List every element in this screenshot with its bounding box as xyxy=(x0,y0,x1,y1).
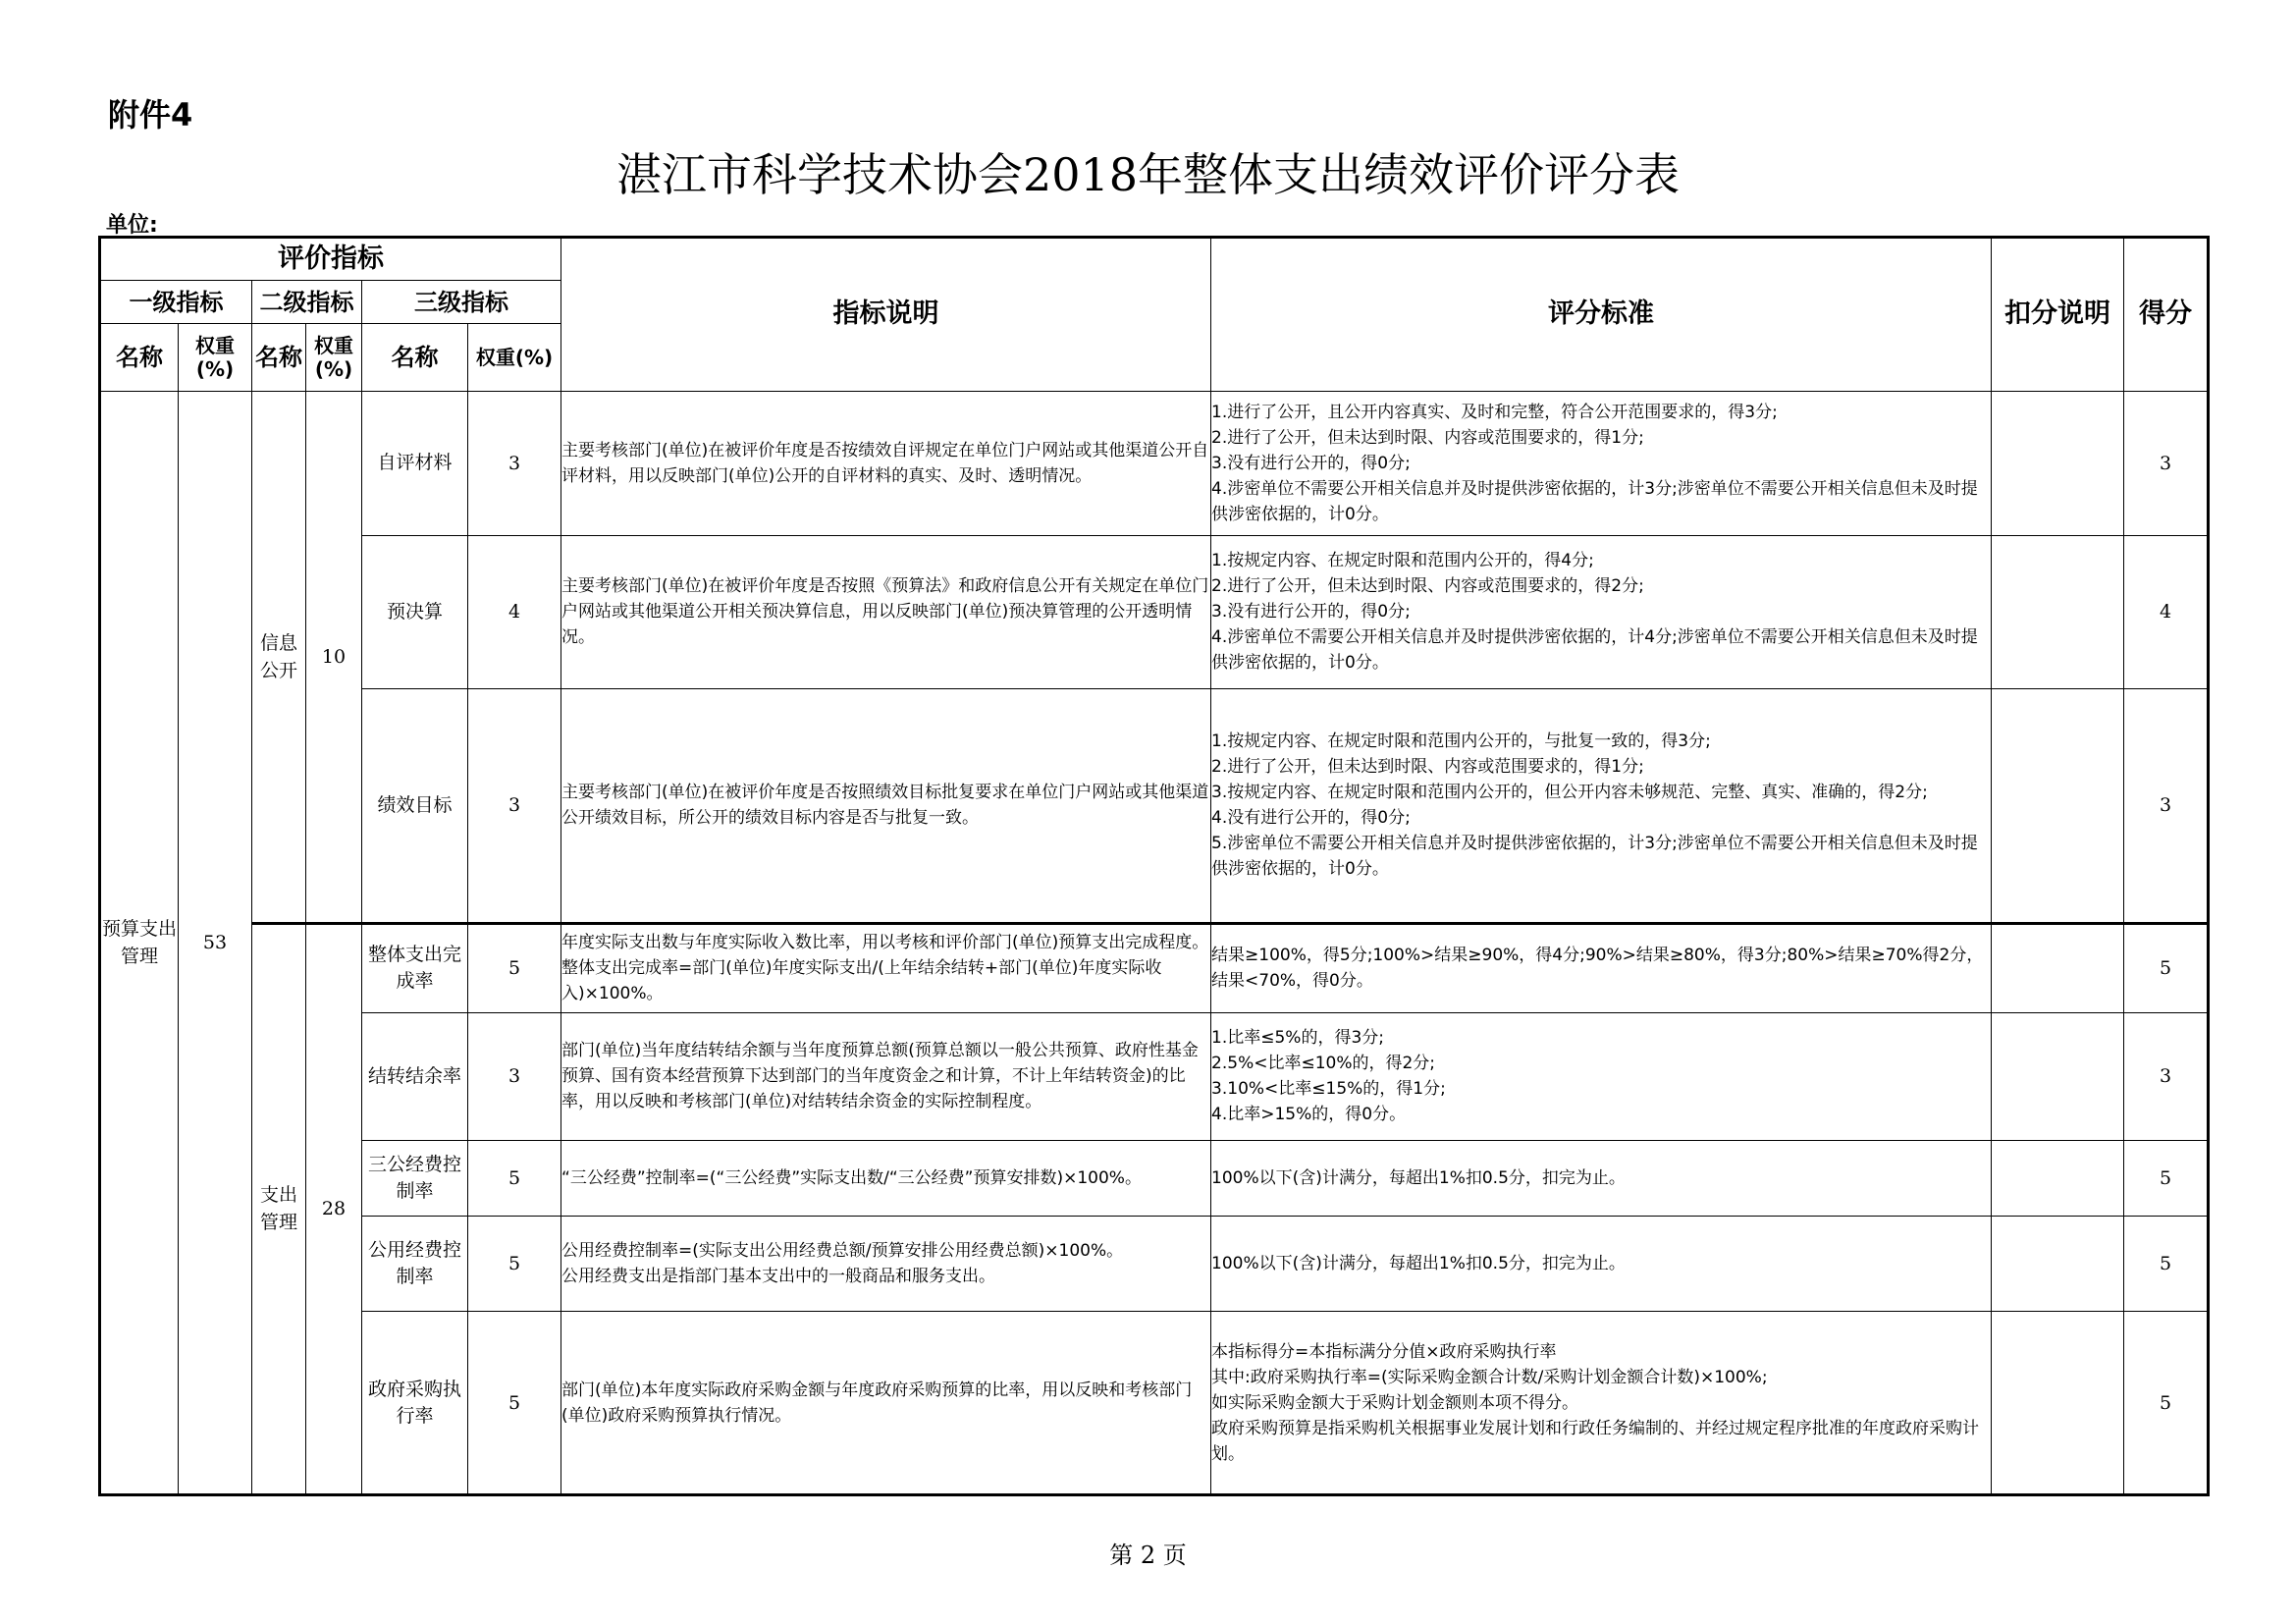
indicator-description: 主要考核部门(单位)在被评价年度是否按绩效自评规定在单位门户网站或其他渠道公开自评材料，用以反映部门(单位)公开的自评材料的真实、及时、透明情况。 xyxy=(561,391,1211,536)
level3-name: 预决算 xyxy=(362,536,468,689)
deduction-note xyxy=(1992,923,2124,1012)
level3-name: 政府采购执行率 xyxy=(362,1312,468,1495)
level3-weight: 5 xyxy=(468,923,561,1012)
level2-name: 支出管理 xyxy=(252,923,306,1494)
level2-name-header: 名称 xyxy=(252,324,306,391)
level3-weight: 3 xyxy=(468,391,561,536)
scoring-criteria: 1.比率≤5%的，得3分; 2.5%<比率≤10%的，得2分; 3.10%<比率≤15%的，得1分; 4.比率>15%的，得0分。 xyxy=(1211,1013,1992,1141)
level3-name: 自评材料 xyxy=(362,391,468,536)
level3-weight: 4 xyxy=(468,536,561,689)
scoring-criteria: 1.按规定内容、在规定时限和范围内公开的，与批复一致的，得3分; 2.进行了公开，但未达到时限、内容或范围要求的，得1分; 3.按规定内容、在规定时限和范围内公开的，但公开内容未够规范、完整、真实、准确的，得2分; 4.没有进行公开的，得0分; 5.涉密单位不需要公开相关信息并及时提供涉密依据的，计3分;涉密单位不需要公开相关信息但未及时提供涉密依据的，计0分。 xyxy=(1211,688,1992,923)
scoring-criteria: 100%以下(含)计满分，每超出1%扣0.5分，扣完为止。 xyxy=(1211,1216,1992,1311)
deduction-note xyxy=(1992,688,2124,923)
table-row xyxy=(100,1013,2209,1141)
level2-name: 信息公开 xyxy=(252,391,306,923)
level1-name-header: 名称 xyxy=(100,324,179,391)
score-value: 5 xyxy=(2124,1140,2209,1216)
deduction-note xyxy=(1992,1312,2124,1495)
unit-label: 单位: xyxy=(106,213,158,238)
level1-name: 预算支出管理 xyxy=(100,391,179,1494)
score-header: 得分 xyxy=(2124,238,2209,392)
level3-name: 整体支出完成率 xyxy=(362,923,468,1012)
deduction-note xyxy=(1992,391,2124,536)
level1-header: 一级指标 xyxy=(100,281,252,324)
level3-weight: 5 xyxy=(468,1216,561,1311)
eval-index-header: 评价指标 xyxy=(100,238,561,281)
scoring-criteria: 1.进行了公开，且公开内容真实、及时和完整，符合公开范围要求的，得3分; 2.进行了公开，但未达到时限、内容或范围要求的，得1分; 3.没有进行公开的，得0分; 4.涉密单位不需要公开相关信息并及时提供涉密依据的，计3分;涉密单位不需要公开相关信息但未及时提供涉密依据的，计0分。 xyxy=(1211,391,1992,536)
level2-weight: 10 xyxy=(306,391,362,923)
page-number: 第 2 页 xyxy=(1109,1542,1187,1569)
score-value: 3 xyxy=(2124,688,2209,923)
score-value: 4 xyxy=(2124,536,2209,689)
indicator-description: 公用经费控制率=(实际支出公用经费总额/预算安排公用经费总额)×100%。 公用经费支出是指部门基本支出中的一般商品和服务支出。 xyxy=(561,1216,1211,1311)
level3-name: 公用经费控制率 xyxy=(362,1216,468,1311)
level3-weight: 3 xyxy=(468,688,561,923)
criteria-header: 评分标准 xyxy=(1211,238,1992,392)
deduction-header: 扣分说明 xyxy=(1992,238,2124,392)
table-row xyxy=(100,923,2209,1012)
level3-weight: 5 xyxy=(468,1140,561,1216)
level2-weight: 28 xyxy=(306,923,362,1494)
evaluation-table xyxy=(98,236,2210,1496)
table-row xyxy=(100,688,2209,923)
deduction-note xyxy=(1992,1013,2124,1141)
description-header: 指标说明 xyxy=(561,238,1211,392)
level3-weight: 5 xyxy=(468,1312,561,1495)
scoring-criteria: 结果≥100%，得5分;100%>结果≥90%，得4分;90%>结果≥80%，得3分;80%>结果≥70%得2分，结果<70%，得0分。 xyxy=(1211,923,1992,1012)
header-row-1 xyxy=(100,238,2209,281)
indicator-description: “三公经费”控制率=(“三公经费”实际支出数/“三公经费”预算安排数)×100%。 xyxy=(561,1140,1211,1216)
table-row xyxy=(100,1312,2209,1495)
score-value: 3 xyxy=(2124,391,2209,536)
deduction-note xyxy=(1992,536,2124,689)
score-value: 5 xyxy=(2124,923,2209,1012)
score-value: 5 xyxy=(2124,1312,2209,1495)
indicator-description: 主要考核部门(单位)在被评价年度是否按照《预算法》和政府信息公开有关规定在单位门户网站或其他渠道公开相关预决算信息，用以反映部门(单位)预决算管理的公开透明情况。 xyxy=(561,536,1211,689)
deduction-note xyxy=(1992,1140,2124,1216)
level3-name: 绩效目标 xyxy=(362,688,468,923)
scoring-criteria: 本指标得分=本指标满分分值×政府采购执行率 其中:政府采购执行率=(实际采购金额合计数/采购计划金额合计数)×100%; 如实际采购金额大于采购计划金额则本项不得分。 政府采购预算是指采购机关根据事业发展计划和行政任务编制的、并经过规定程序批准的年度政府采购计划。 xyxy=(1211,1312,1992,1495)
scoring-criteria: 100%以下(含)计满分，每超出1%扣0.5分，扣完为止。 xyxy=(1211,1140,1992,1216)
scoring-criteria: 1.按规定内容、在规定时限和范围内公开的，得4分; 2.进行了公开，但未达到时限、内容或范围要求的，得2分; 3.没有进行公开的，得0分; 4.涉密单位不需要公开相关信息并及时提供涉密依据的，计4分;涉密单位不需要公开相关信息但未及时提供涉密依据的，计0分。 xyxy=(1211,536,1992,689)
indicator-description: 部门(单位)当年度结转结余额与当年度预算总额(预算总额以一般公共预算、政府性基金预算、国有资本经营预算下达到部门的当年度资金之和计算，不计上年结转资金)的比率，用以反映和考核部门(单位)对结转结余资金的实际控制程度。 xyxy=(561,1013,1211,1141)
level3-weight: 3 xyxy=(468,1013,561,1141)
table-row xyxy=(100,1140,2209,1216)
level1-weight-header: 权重(%) xyxy=(179,324,252,391)
level3-weight-header: 权重(%) xyxy=(468,324,561,391)
level3-name: 结转结余率 xyxy=(362,1013,468,1141)
indicator-description: 年度实际支出数与年度实际收入数比率，用以考核和评价部门(单位)预算支出完成程度。整体支出完成率=部门(单位)年度实际支出/(上年结余结转+部门(单位)年度实际收入)×100%。 xyxy=(561,923,1211,1012)
score-value: 3 xyxy=(2124,1013,2209,1141)
deduction-note xyxy=(1992,1216,2124,1311)
table-row xyxy=(100,536,2209,689)
indicator-description: 部门(单位)本年度实际政府采购金额与年度政府采购预算的比率，用以反映和考核部门(单位)政府采购预算执行情况。 xyxy=(561,1312,1211,1495)
level2-weight-header: 权重(%) xyxy=(306,324,362,391)
level2-header: 二级指标 xyxy=(252,281,362,324)
level3-name: 三公经费控制率 xyxy=(362,1140,468,1216)
level3-name-header: 名称 xyxy=(362,324,468,391)
page-title: 湛江市科学技术协会2018年整体支出绩效评价评分表 xyxy=(615,148,1681,201)
level1-weight: 53 xyxy=(179,391,252,1494)
level3-header: 三级指标 xyxy=(362,281,561,324)
table-row xyxy=(100,391,2209,536)
indicator-description: 主要考核部门(单位)在被评价年度是否按照绩效目标批复要求在单位门户网站或其他渠道公开绩效目标，所公开的绩效目标内容是否与批复一致。 xyxy=(561,688,1211,923)
score-value: 5 xyxy=(2124,1216,2209,1311)
attachment-label: 附件4 xyxy=(108,96,193,134)
table-row xyxy=(100,1216,2209,1311)
